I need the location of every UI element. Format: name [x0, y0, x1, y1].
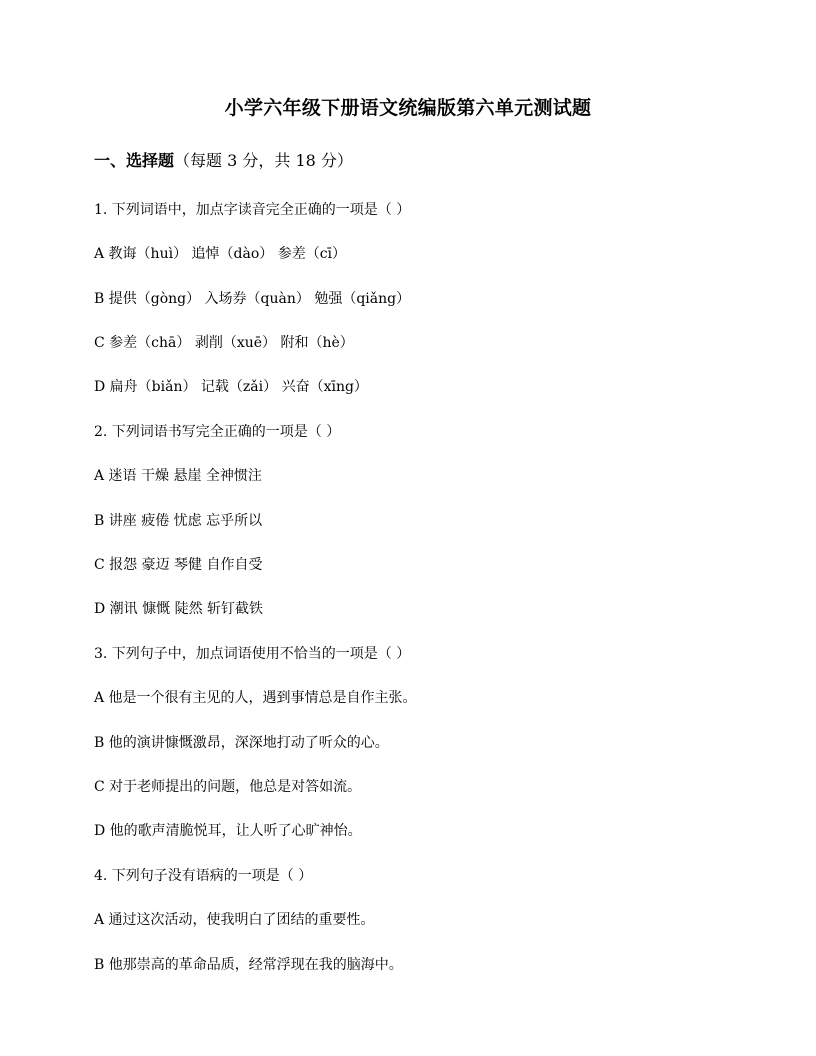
answer-option: B 他的演讲慷慨激昂，深深地打动了听众的心。	[94, 735, 389, 751]
answer-option: C 对于老师提出的问题，他总是对答如流。	[94, 779, 362, 795]
question-stem: 4. 下列句子没有语病的一项是（ ）	[94, 868, 313, 884]
answer-option: A 通过这次活动，使我明白了团结的重要性。	[94, 912, 375, 928]
question-stem: 2. 下列词语书写完全正确的一项是（ ）	[94, 424, 341, 440]
answer-option: B 讲座 疲倦 忧虑 忘乎所以	[94, 513, 263, 529]
answer-option: D 扁舟（biǎn） 记载（zǎi） 兴奋（xīng）	[94, 379, 368, 395]
answer-option: A 迷语 干燥 悬崖 全神惯注	[94, 468, 262, 484]
answer-option: A 教诲（huì） 追悼（dào） 参差（cī）	[94, 246, 347, 262]
question-stem: 1. 下列词语中，加点字读音完全正确的一项是（ ）	[94, 202, 411, 218]
section-heading	[94, 148, 353, 174]
answer-option: D 他的歌声清脆悦耳，让人听了心旷神怡。	[94, 823, 362, 839]
answer-option: B 他那崇高的革命品质，经常浮现在我的脑海中。	[94, 957, 403, 973]
answer-option: C 参差（chā） 剥削（xuē） 附和（hè）	[94, 335, 354, 351]
question-stem: 3. 下列句子中，加点词语使用不恰当的一项是（ ）	[94, 646, 411, 662]
answer-option: C 报怨 豪迈 琴健 自作自受	[94, 557, 263, 573]
section-heading-label: 一、选择题	[94, 151, 175, 170]
answer-option: D 潮讯 慷慨 陡然 斩钉截铁	[94, 601, 264, 617]
section-heading-note: （每题 3 分，共 18 分）	[174, 151, 353, 170]
answer-option: B 提供（gòng） 入场券（quàn） 勉强（qiǎng）	[94, 291, 411, 307]
answer-option: A 他是一个很有主见的人，遇到事情总是自作主张。	[94, 690, 417, 706]
page-title: 小学六年级下册语文统编版第六单元测试题	[224, 97, 592, 119]
